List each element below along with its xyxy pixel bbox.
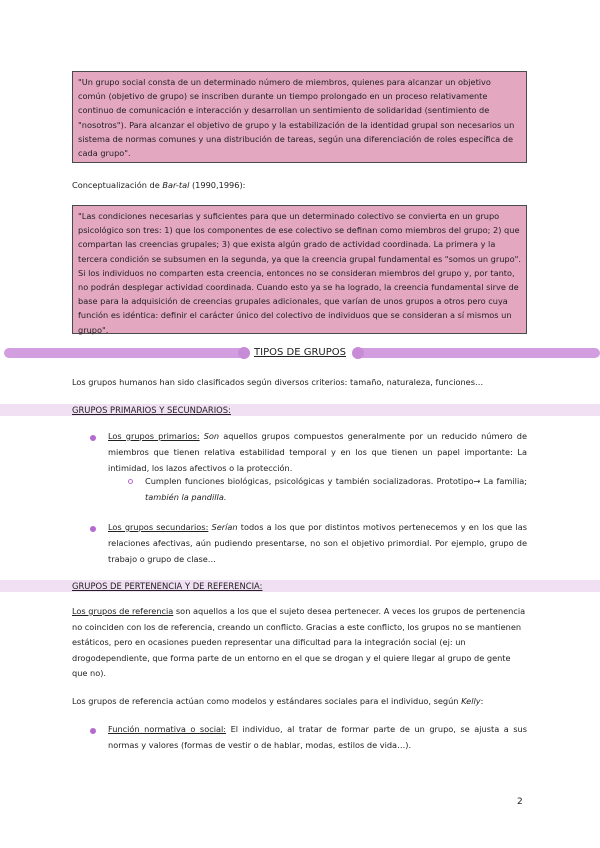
text-kelly: Los grupos de referencia actúan como modelos y estándares sociales para el individuo, según [72, 696, 462, 706]
text-funciones: Cumplen funciones biológicas, psicológicas y también socializadoras. Prototipo→ La familia; [145, 476, 527, 486]
quote-text: "Las condiciones necesarias y suficientes para que un determinado colectivo se convierta en un grupo psicológico son tres: 1) que los componentes de ese colectivo se definan como miembros del grupo; 2) que compartan las creencias grupales; 3) que exista algún grado de actividad coordinada. La primera y la tercera condición se subsumen en la segunda, ya que la creencia grupal fundamental es "somos un grupo". Si los individuos no comparten esta creencia, entonces no se consideran miembros del grupo y, por tanto, no podrán desplegar actividad coordinada. Cuando esto ya se ha logrado, la creencia fundamental sirve de base para la adquisición de creencias grupales adicionales, que varían de unos grupos a otros pero cuya función es idéntica: definir el carácter único del colectivo de individuos que se consideran a sí mismos un grupo". [78, 211, 522, 335]
bullet-dot [90, 526, 96, 532]
item-grupos-primarios [108, 429, 527, 476]
term-secundarios: Los grupos secundarios: [108, 522, 209, 532]
bullet-dot [90, 435, 96, 441]
title-dot-right [352, 347, 364, 359]
text-primarios: aquellos grupos compuestos generalmente por un reducido número de miembros que tienen relativa estabilidad temporal y en los que tienen un papel importante: La intimidad, los lazos afectivos o la protección. [108, 431, 527, 473]
quote-text: "Un grupo social consta de un determinado número de miembros, quienes para alcanzar un objetivo común (objetivo de grupo) se inscriben durante un tiempo prolongado en un proceso relativamente continuo de comunicación e interacción y desarrollan un sentimiento de solidaridad (sentimiento de "nosotros"). Para alcanzar el objetivo de grupo y la estabilización de la identidad grupal son necesarios un sistema de normas comunes y una distribución de tareas, según una diferenciación de roles específica de cada grupo". [78, 77, 515, 159]
text-funcion-normativa: El individuo, al tratar de formar parte de un grupo, se ajusta a sus normas y valores (formas de vestir o de hablar, modas, estilos de vida…). [108, 724, 527, 750]
page-number: 2 [517, 797, 523, 807]
quote-box-group-definition [72, 71, 527, 163]
term-primarios: Los grupos primarios: [108, 431, 200, 441]
concept-prefix: Conceptualización de [72, 180, 163, 190]
section-title: TIPOS DE GRUPOS [254, 347, 346, 358]
text-referencia: son aquellos a los que el sujeto desea pertenecer. A veces los grupos de pertenencia no coinciden con los de referencia, creando un conflicto. Gracias a este conflicto, los grupos no se mantienen estáticos, pero en ocasiones pueden representar una dificultad para la integración social (ej: un drogodependiente, que forma parte de un entorno en el que se drogan y el quiere llegar al grupo de gente que no). [72, 606, 526, 678]
item-funcion-normativa [108, 722, 527, 754]
conceptualization-line [72, 178, 527, 194]
term-funcion-normativa: Función normativa o social: [108, 724, 227, 734]
concept-author: Bar-tal [162, 180, 190, 190]
term-referencia: Los grupos de referencia [72, 606, 174, 616]
text-kelly-end: : [480, 696, 484, 706]
title-bar-right [354, 348, 600, 358]
concept-suffix: (1990,1996): [189, 180, 246, 190]
paragraph-kelly [72, 694, 527, 710]
intro-paragraph: Los grupos humanos han sido clasificados según diversos criterios: tamaño, naturaleza, funciones… [72, 377, 484, 387]
italic-son: Son [199, 431, 220, 441]
paragraph-grupos-referencia [72, 604, 527, 682]
sub-bullet-circle [128, 479, 133, 484]
heading-primarios: GRUPOS PRIMARIOS Y SECUNDARIOS: [72, 405, 231, 415]
title-bar-left [4, 348, 246, 358]
item-grupos-secundarios [108, 520, 527, 567]
bullet-dot [90, 728, 96, 734]
title-dot-left [238, 347, 250, 359]
quote-box-bartal [72, 205, 527, 334]
heading-pertenencia: GRUPOS DE PERTENENCIA Y DE REFERENCIA: [72, 581, 263, 591]
author-kelly: Kelly [461, 696, 481, 706]
text-secundarios: todos a los que por distintos motivos pertenecemos y en los que las relaciones afectivas, aún pudiendo presentarse, no son el objetivo primordial. Por ejemplo, grupo de trabajo o grupo de clase… [108, 522, 527, 564]
sub-item-funciones [145, 474, 527, 506]
section-title-band [0, 346, 600, 360]
italic-pandilla: también la pandilla. [145, 491, 227, 502]
italic-serian: Serían [208, 522, 238, 532]
